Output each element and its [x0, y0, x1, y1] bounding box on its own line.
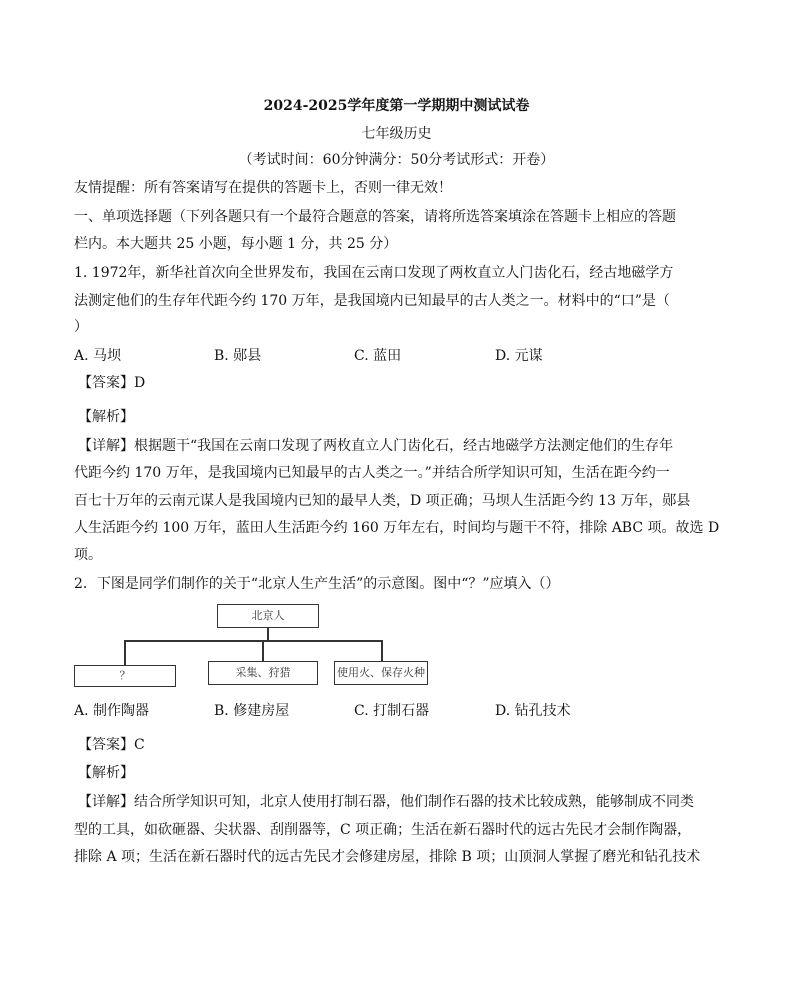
- q2-option-b: B. 修建房屋: [214, 703, 290, 719]
- diagram-child-box-gathering: 采集、狩猎: [208, 661, 318, 685]
- diagram-connector: [262, 640, 264, 661]
- q1-option-b: B. 郧县: [214, 348, 262, 364]
- diagram-connector: [124, 640, 382, 642]
- q1-analysis-label: 【解析】: [78, 409, 134, 425]
- diagram-child-box-fire: 使用火、保存火种: [334, 661, 428, 685]
- section-heading-line2: 栏内。本大题共 25 小题，每小题 1 分，共 25 分）: [74, 236, 398, 252]
- diagram-root-box: 北京人: [217, 604, 319, 628]
- q2-answer: 【答案】C: [78, 737, 145, 753]
- q1-option-a: A. 马坝: [74, 348, 122, 364]
- q2-stem: 2．下图是同学们制作的关于“北京人生产生活”的示意图。图中“？”应填入（）: [74, 576, 560, 592]
- q1-detail-line5: 项。: [74, 547, 102, 563]
- q1-stem-line2: 法测定他们的生存年代距今约 170 万年，是我国境内已知最早的古人类之一。材料中的“口”是（: [74, 293, 670, 309]
- q2-option-a: A. 制作陶器: [74, 703, 150, 719]
- q1-stem-line1: 1. 1972年，新华社首次向全世界发布，我国在云南口发现了两枚直立人门齿化石，经古地磁学方: [74, 265, 674, 281]
- exam-title: 2024-2025学年度第一学期期中测试试卷: [263, 98, 530, 114]
- q1-answer: 【答案】D: [78, 375, 146, 391]
- q1-detail-line2: 代距今约 170 万年，是我国境内已知最早的古人类之一。”并结合所学知识可知，生活在距今约一: [74, 465, 670, 481]
- exam-subtitle: 七年级历史: [361, 126, 432, 142]
- diagram-child-box-question: ？: [74, 665, 176, 687]
- q2-analysis-label: 【解析】: [78, 765, 134, 781]
- q1-detail-line4: 人生活距今约 100 万年，蓝田人生活距今约 160 万年左右，时间均与题干不符，排除 ABC 项。故选 D: [74, 520, 720, 536]
- q2-detail-line3: 排除 A 项；生活在新石器时代的远古先民才会修建房屋，排除 B 项；山顶洞人掌握了磨光和钻孔技术: [74, 849, 701, 865]
- q1-stem-line3: ）: [74, 319, 88, 335]
- diagram-connector: [267, 627, 269, 641]
- q1-option-c: C. 蓝田: [354, 348, 402, 364]
- q2-option-c: C. 打制石器: [354, 703, 430, 719]
- notice-text: 友情提醒：所有答案请写在提供的答题卡上，否则一律无效！: [74, 180, 452, 196]
- exam-info: （考试时间：60分钟满分：50分考试形式：开卷）: [238, 152, 555, 168]
- diagram-connector: [124, 640, 126, 665]
- q1-detail-line3: 百七十万年的云南元谋人是我国境内已知的最早人类，D 项正确；马坝人生活距今约 13 万年，郧县: [74, 493, 691, 509]
- q1-detail-line1: 【详解】根据题干“我国在云南口发现了两枚直立人门齿化石，经古地磁学方法测定他们的生存年: [78, 438, 674, 454]
- section-heading-line1: 一、单项选择题（下列各题只有一个最符合题意的答案，请将所选答案填涂在答题卡上相应的答题: [74, 209, 676, 225]
- q2-detail-line2: 型的工具，如砍砸器、尖状器、刮削器等，C 项正确；生活在新石器时代的远古先民才会制作陶器，: [74, 822, 692, 838]
- q2-detail-line1: 【详解】结合所学知识可知，北京人使用打制石器，他们制作石器的技术比较成熟，能够制成不同类: [78, 794, 694, 810]
- q1-option-d: D. 元谋: [495, 348, 543, 364]
- diagram-connector: [381, 640, 383, 661]
- q2-option-d: D. 钻孔技术: [495, 703, 571, 719]
